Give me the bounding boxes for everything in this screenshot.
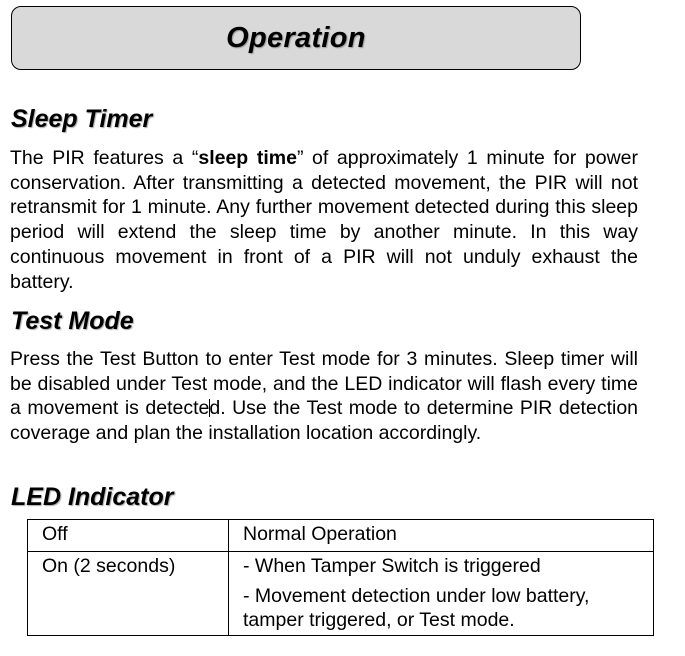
led-indicator-heading: LED Indicator	[11, 483, 174, 511]
sleep-timer-text-start: The PIR features a “	[10, 147, 199, 169]
sleep-timer-text-end: ” of approximately 1 minute for power conservation. After transmitting a detected movement, the PIR will not retransmit for 1 minute. Any further movement detected during this sleep period will extend the sleep time by another minute. In this way continuous movement in front of a PIR will not unduly exhaust the battery.	[10, 147, 638, 293]
test-mode-text-end: d. Use the Test mode to determine PIR detection coverage and plan the installation location accordingly.	[10, 397, 639, 445]
led-description-movement: - Movement detection under low battery, tamper triggered, or Test mode.	[243, 585, 590, 631]
led-description-cell	[229, 552, 654, 636]
led-state-on: On (2 seconds)	[42, 555, 176, 577]
led-indicator-table	[27, 519, 654, 636]
section-title-box	[11, 6, 581, 70]
sleep-timer-heading: Sleep Timer	[11, 105, 153, 133]
test-mode-paragraph	[10, 347, 638, 446]
led-description-normal: Normal Operation	[243, 523, 397, 545]
table-row	[28, 520, 654, 552]
led-state-off: Off	[42, 523, 68, 545]
test-mode-text-start: Press the Test Button to enter Test mode for 3 minutes. Sleep timer will be disabled under Test mode, and the LED indicator will flash every time a movement is detecte	[10, 348, 638, 420]
page-title: Operation	[226, 21, 366, 54]
test-mode-heading: Test Mode	[11, 307, 134, 335]
led-state-cell	[28, 520, 229, 552]
table-row	[28, 552, 654, 636]
led-description-cell	[229, 520, 654, 552]
led-state-cell	[28, 552, 229, 636]
sleep-timer-paragraph	[10, 146, 638, 294]
led-description-tamper: - When Tamper Switch is triggered	[243, 555, 541, 577]
sleep-time-term: sleep time	[198, 147, 297, 169]
